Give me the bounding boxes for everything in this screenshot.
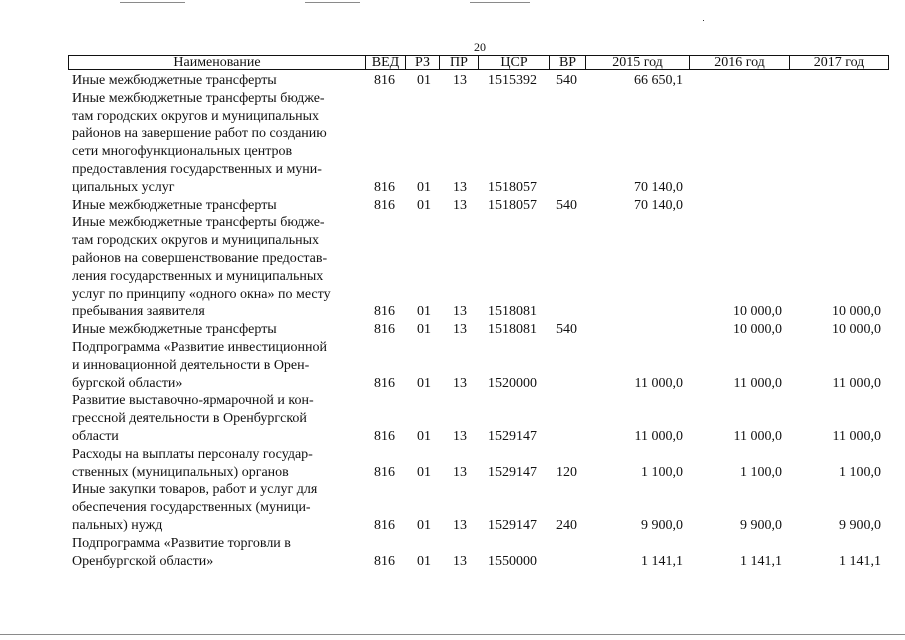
table-row	[72, 90, 890, 197]
cell-csr: 1515392	[488, 73, 537, 88]
row-name-line: пальных) нужд	[72, 517, 163, 533]
cell-y2016: 10 000,0	[733, 322, 782, 338]
column-header-vr: ВР	[550, 56, 586, 69]
table-row	[72, 392, 890, 445]
cell-csr: 1529147	[488, 517, 537, 533]
cell-y2016: 9 900,0	[740, 517, 782, 533]
cell-ved: 816	[374, 322, 395, 338]
cell-y2016: 1 141,1	[740, 553, 782, 569]
cell-ved: 816	[374, 464, 395, 480]
cell-y2015: 9 900,0	[641, 517, 683, 533]
cell-pr: 13	[453, 375, 467, 391]
row-name-line: услуг по принципу «одного окна» по месту	[72, 286, 331, 302]
cell-pr: 13	[453, 179, 467, 195]
cell-y2017: 9 900,0	[839, 517, 881, 533]
cell-y2016: 10 000,0	[733, 304, 782, 320]
row-name-line: Иные межбюджетные трансферты	[72, 73, 277, 88]
cell-ved: 816	[374, 73, 395, 88]
cell-pr: 13	[453, 197, 467, 213]
cell-rz: 01	[417, 553, 431, 569]
cell-ved: 816	[374, 179, 395, 195]
row-name-line: предоставления государственных и муни-	[72, 161, 322, 177]
table-row	[72, 72, 890, 90]
row-name	[72, 72, 362, 90]
cell-y2017: 10 000,0	[832, 322, 881, 338]
cell-y2015: 11 000,0	[634, 428, 683, 444]
table-row	[72, 321, 890, 339]
row-name-line: ственных (муниципальных) органов	[72, 464, 289, 480]
cell-ved: 816	[374, 197, 395, 213]
row-name-line: там городских округов и муниципальных	[72, 233, 320, 249]
column-header-2015: 2015 год	[586, 56, 690, 69]
row-name-line: Иные межбюджетные трансферты	[72, 197, 277, 213]
cell-y2015: 11 000,0	[634, 375, 683, 391]
cell-vr: 540	[556, 197, 577, 213]
row-name-line: ципальных услуг	[72, 179, 175, 195]
row-name-line: обеспечения государственных (муници-	[72, 500, 311, 516]
cell-y2017: 11 000,0	[832, 428, 881, 444]
cell-y2017: 10 000,0	[832, 304, 881, 320]
cell-ved: 816	[374, 517, 395, 533]
row-name-line: и инновационной деятельности в Орен-	[72, 357, 310, 373]
cell-csr: 1518057	[488, 197, 537, 213]
row-name-line: области	[72, 428, 119, 444]
cell-y2015: 1 141,1	[641, 553, 683, 569]
table-row	[72, 481, 890, 534]
row-name	[72, 446, 362, 482]
column-header-name: Наименование	[69, 56, 366, 69]
cell-pr: 13	[453, 428, 467, 444]
column-header-ved: ВЕД	[366, 56, 406, 69]
cell-vr: 120	[556, 464, 577, 480]
cell-pr: 13	[453, 553, 467, 569]
cell-y2016: 1 100,0	[740, 464, 782, 480]
scan-edge-top-left	[120, 2, 185, 3]
table-row	[72, 535, 890, 571]
cell-csr: 1518081	[488, 304, 537, 320]
cell-ved: 816	[374, 553, 395, 569]
cell-csr: 1550000	[488, 553, 537, 569]
cell-csr: 1518081	[488, 322, 537, 338]
row-name	[72, 481, 362, 534]
scan-edge-top-right	[470, 2, 530, 3]
cell-rz: 01	[417, 197, 431, 213]
cell-csr: 1529147	[488, 428, 537, 444]
cell-rz: 01	[417, 428, 431, 444]
row-name-line: бургской области»	[72, 375, 183, 391]
row-name-line: пребывания заявителя	[72, 304, 205, 320]
row-name	[72, 321, 362, 339]
row-name-line: Подпрограмма «Развитие торговли в	[72, 535, 291, 551]
cell-csr: 1520000	[488, 375, 537, 391]
column-header-csr: ЦСР	[479, 56, 550, 69]
row-name-line: сети многофункциональных центров	[72, 144, 293, 160]
row-name	[72, 197, 362, 215]
row-name	[72, 535, 362, 571]
column-header-2016: 2016 год	[690, 56, 790, 69]
row-name-line: Иные межбюджетные трансферты бюдже-	[72, 90, 325, 106]
cell-rz: 01	[417, 464, 431, 480]
cell-ved: 816	[374, 304, 395, 320]
cell-vr: 540	[556, 73, 577, 88]
cell-y2015: 70 140,0	[634, 179, 683, 195]
row-name-line: районов на завершение работ по созданию	[72, 126, 327, 142]
cell-vr: 540	[556, 322, 577, 338]
row-name-line: Иные межбюджетные трансферты	[72, 322, 277, 338]
row-name-line: ления государственных и муниципальных	[72, 268, 324, 284]
row-name	[72, 339, 362, 392]
cell-rz: 01	[417, 517, 431, 533]
scan-speck	[703, 20, 704, 21]
row-name	[72, 90, 362, 197]
column-header-2017: 2017 год	[813, 55, 865, 70]
cell-csr: 1518057	[488, 179, 537, 195]
cell-rz: 01	[417, 73, 431, 88]
cell-y2015: 70 140,0	[634, 197, 683, 213]
table-body	[72, 72, 890, 570]
row-name-line: грессной деятельности в Оренбургской	[72, 411, 307, 427]
cell-y2017: 1 100,0	[839, 464, 881, 480]
row-name-line: Расходы на выплаты персоналу государ-	[72, 446, 313, 462]
cell-rz: 01	[417, 322, 431, 338]
page-number: 20	[474, 40, 486, 54]
table-row	[72, 446, 890, 482]
table-header	[68, 55, 889, 70]
cell-pr: 13	[453, 322, 467, 338]
cell-y2017: 11 000,0	[832, 375, 881, 391]
cell-csr: 1529147	[488, 464, 537, 480]
column-header-rz: РЗ	[406, 56, 440, 69]
cell-y2016: 11 000,0	[733, 428, 782, 444]
row-name	[72, 214, 362, 321]
row-name-line: Иные межбюджетные трансферты бюдже-	[72, 215, 325, 231]
cell-y2016: 11 000,0	[733, 375, 782, 391]
table-row	[72, 197, 890, 215]
row-name-line: Подпрограмма «Развитие инвестиционной	[72, 339, 327, 355]
row-name	[72, 392, 362, 445]
table-row	[72, 339, 890, 392]
scan-edge-bottom	[0, 634, 905, 635]
cell-ved: 816	[374, 375, 395, 391]
row-name-line: районов на совершенствование предостав-	[72, 250, 328, 266]
column-header-pr: ПР	[440, 56, 479, 69]
cell-rz: 01	[417, 304, 431, 320]
cell-pr: 13	[453, 304, 467, 320]
cell-pr: 13	[453, 73, 467, 88]
row-name-line: Иные закупки товаров, работ и услуг для	[72, 482, 318, 498]
cell-y2015: 1 100,0	[641, 464, 683, 480]
cell-vr: 240	[556, 517, 577, 533]
cell-y2015: 66 650,1	[634, 73, 683, 88]
table-row	[72, 214, 890, 321]
scan-edge-top-mid	[305, 2, 360, 3]
row-name-line: там городских округов и муниципальных	[72, 108, 320, 124]
cell-y2017: 1 141,1	[839, 553, 881, 569]
cell-ved: 816	[374, 428, 395, 444]
cell-rz: 01	[417, 179, 431, 195]
row-name-line: Развитие выставочно-ярмарочной и кон-	[72, 393, 314, 409]
cell-pr: 13	[453, 464, 467, 480]
row-name-line: Оренбургской области»	[72, 553, 214, 569]
cell-rz: 01	[417, 375, 431, 391]
cell-pr: 13	[453, 517, 467, 533]
